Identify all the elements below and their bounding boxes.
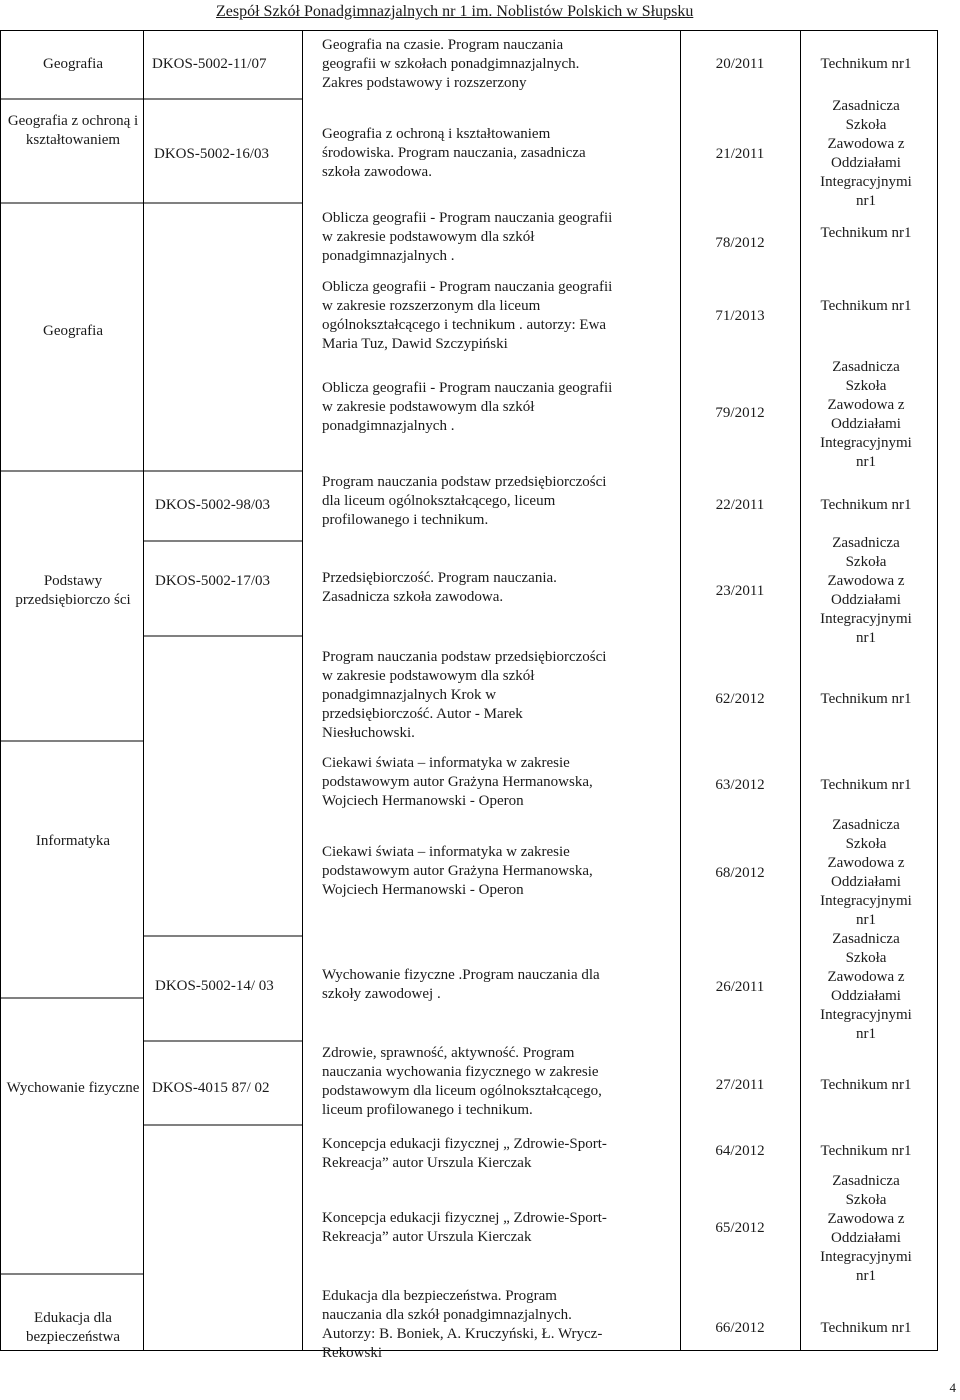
subject-cell xyxy=(2,112,144,150)
school-name: Technikum nr1 xyxy=(820,1077,912,1093)
approval-number: 63/2012 xyxy=(715,777,765,793)
subject-cell: Geografia xyxy=(43,323,103,339)
program-code: DKOS-5002-11/07 xyxy=(152,56,267,72)
page-header-title: Zespół Szkół Ponadgimnazjalnych nr 1 im. Noblistów Polskich w Słupsku xyxy=(216,3,694,20)
program-description: Ciekawi świata – informatyka w zakresie podstawowym autor Grażyna Hermanowska, Wojciech Hermanowski - Operon xyxy=(322,844,593,898)
school-name: Zasadnicza Szkoła Zawodowa z Oddziałami Integracyjnymi nr1 xyxy=(820,359,912,470)
program-description: Geografia na czasie. Program nauczania geografii w szkołach ponadgimnazjalnych. Zakres podstawowy i rozszerzony xyxy=(322,37,580,91)
approval-number: 64/2012 xyxy=(715,1143,765,1159)
approval-number: 66/2012 xyxy=(715,1320,765,1336)
program-description: Oblicza geografii - Program nauczania geografii w zakresie podstawowym dla szkół ponadgimnazjalnych . xyxy=(322,380,613,434)
school-name: Technikum nr1 xyxy=(820,691,912,707)
program-code: DKOS-4015 87/ 02 xyxy=(152,1080,270,1096)
program-code: DKOS-5002-98/03 xyxy=(155,497,270,513)
subject-cell: Informatyka xyxy=(35,833,111,849)
program-description: Wychowanie fizyczne .Program nauczania dla szkoły zawodowej . xyxy=(322,967,600,1002)
subject-cell xyxy=(2,1309,144,1347)
program-description: Oblicza geografii - Program nauczania geografii w zakresie podstawowym dla szkół ponadgimnazjalnych . xyxy=(322,210,613,264)
program-description: Ciekawi świata – informatyka w zakresie podstawowym autor Grażyna Hermanowska, Wojciech Hermanowski - Operon xyxy=(322,755,593,809)
approval-number: 65/2012 xyxy=(715,1220,765,1236)
school-name: Zasadnicza Szkoła Zawodowa z Oddziałami Integracyjnymi nr1 xyxy=(820,535,912,646)
approval-number: 78/2012 xyxy=(715,235,765,251)
approval-number: 20/2011 xyxy=(715,56,765,72)
program-description: Edukacja dla bezpieczeństwa. Program nauczania dla szkół ponadgimnazjalnych. Autorzy: B. Boniek, A. Kruczyński, Ł. Wrycz- Rekowski xyxy=(322,1288,603,1361)
program-description: Koncepcja edukacji fizycznej „ Zdrowie-Sport- Rekreacja” autor Urszula Kierczak xyxy=(322,1210,607,1245)
subject-text: Podstawy przedsiębiorczo ści xyxy=(15,573,131,608)
program-description: Zdrowie, sprawność, aktywność. Program nauczania wychowania fizycznego w zakresie podstawowym dla liceum ogólnokształcącego, liceum profilowanego i technikum. xyxy=(322,1045,602,1118)
approval-number: 71/2013 xyxy=(715,308,765,324)
school-name: Technikum nr1 xyxy=(820,1143,912,1159)
subject-cell: Geografia xyxy=(43,56,103,72)
program-description: Oblicza geografii - Program nauczania geografii w zakresie rozszerzonym dla liceum ogólnokształcącego i technikum . autorzy: Ewa Maria Tuz, Dawid Szczypiński xyxy=(322,279,613,352)
subject-text: Edukacja dla bezpieczeństwa xyxy=(25,1310,121,1345)
approval-number: 68/2012 xyxy=(715,865,765,881)
school-name: Zasadnicza Szkoła Zawodowa z Oddziałami Integracyjnymi nr1 xyxy=(820,931,912,1042)
program-code: DKOS-5002-17/03 xyxy=(155,573,270,589)
program-description: Program nauczania podstaw przedsiębiorczości w zakresie podstawowym dla szkół ponadgimnazjalnych Krok w przedsiębiorczość. Autor - Marek Niesłuchowski. xyxy=(322,649,607,741)
program-description: Geografia z ochroną i kształtowaniem środowiska. Program nauczania, zasadnicza szkoła zawodowa. xyxy=(322,126,586,180)
school-name: Technikum nr1 xyxy=(820,225,912,241)
page-number: 4 xyxy=(949,1380,956,1395)
subject-text: Wychowanie fizyczne xyxy=(6,1080,140,1096)
approval-number: 62/2012 xyxy=(715,691,765,707)
program-description: Program nauczania podstaw przedsiębiorczości dla liceum ogólnokształcącego, liceum profilowanego i technikum. xyxy=(322,474,607,528)
approval-number: 22/2011 xyxy=(715,497,765,513)
program-description: Koncepcja edukacji fizycznej „ Zdrowie-Sport- Rekreacja” autor Urszula Kierczak xyxy=(322,1136,607,1171)
school-name: Zasadnicza Szkoła Zawodowa z Oddziałami Integracyjnymi nr1 xyxy=(820,817,912,928)
school-name: Technikum nr1 xyxy=(820,1320,912,1336)
program-code: DKOS-5002-14/ 03 xyxy=(155,978,274,994)
school-name: Technikum nr1 xyxy=(820,777,912,793)
subject-cell xyxy=(2,1079,144,1098)
approval-number: 21/2011 xyxy=(715,146,765,162)
approval-number: 79/2012 xyxy=(715,405,765,421)
school-name: Technikum nr1 xyxy=(820,56,912,72)
school-name: Zasadnicza Szkoła Zawodowa z Oddziałami Integracyjnymi nr1 xyxy=(820,98,912,209)
approval-number: 27/2011 xyxy=(715,1077,765,1093)
approval-number: 26/2011 xyxy=(715,979,765,995)
program-description: Przedsiębiorczość. Program nauczania. Zasadnicza szkoła zawodowa. xyxy=(322,570,557,605)
program-code: DKOS-5002-16/03 xyxy=(154,146,269,162)
school-name: Technikum nr1 xyxy=(820,497,912,513)
subject-cell xyxy=(2,572,144,610)
subject-text: Geografia z ochroną i kształtowaniem xyxy=(7,113,139,148)
school-name: Technikum nr1 xyxy=(820,298,912,314)
school-name: Zasadnicza Szkoła Zawodowa z Oddziałami Integracyjnymi nr1 xyxy=(820,1173,912,1284)
approval-number: 23/2011 xyxy=(715,583,765,599)
